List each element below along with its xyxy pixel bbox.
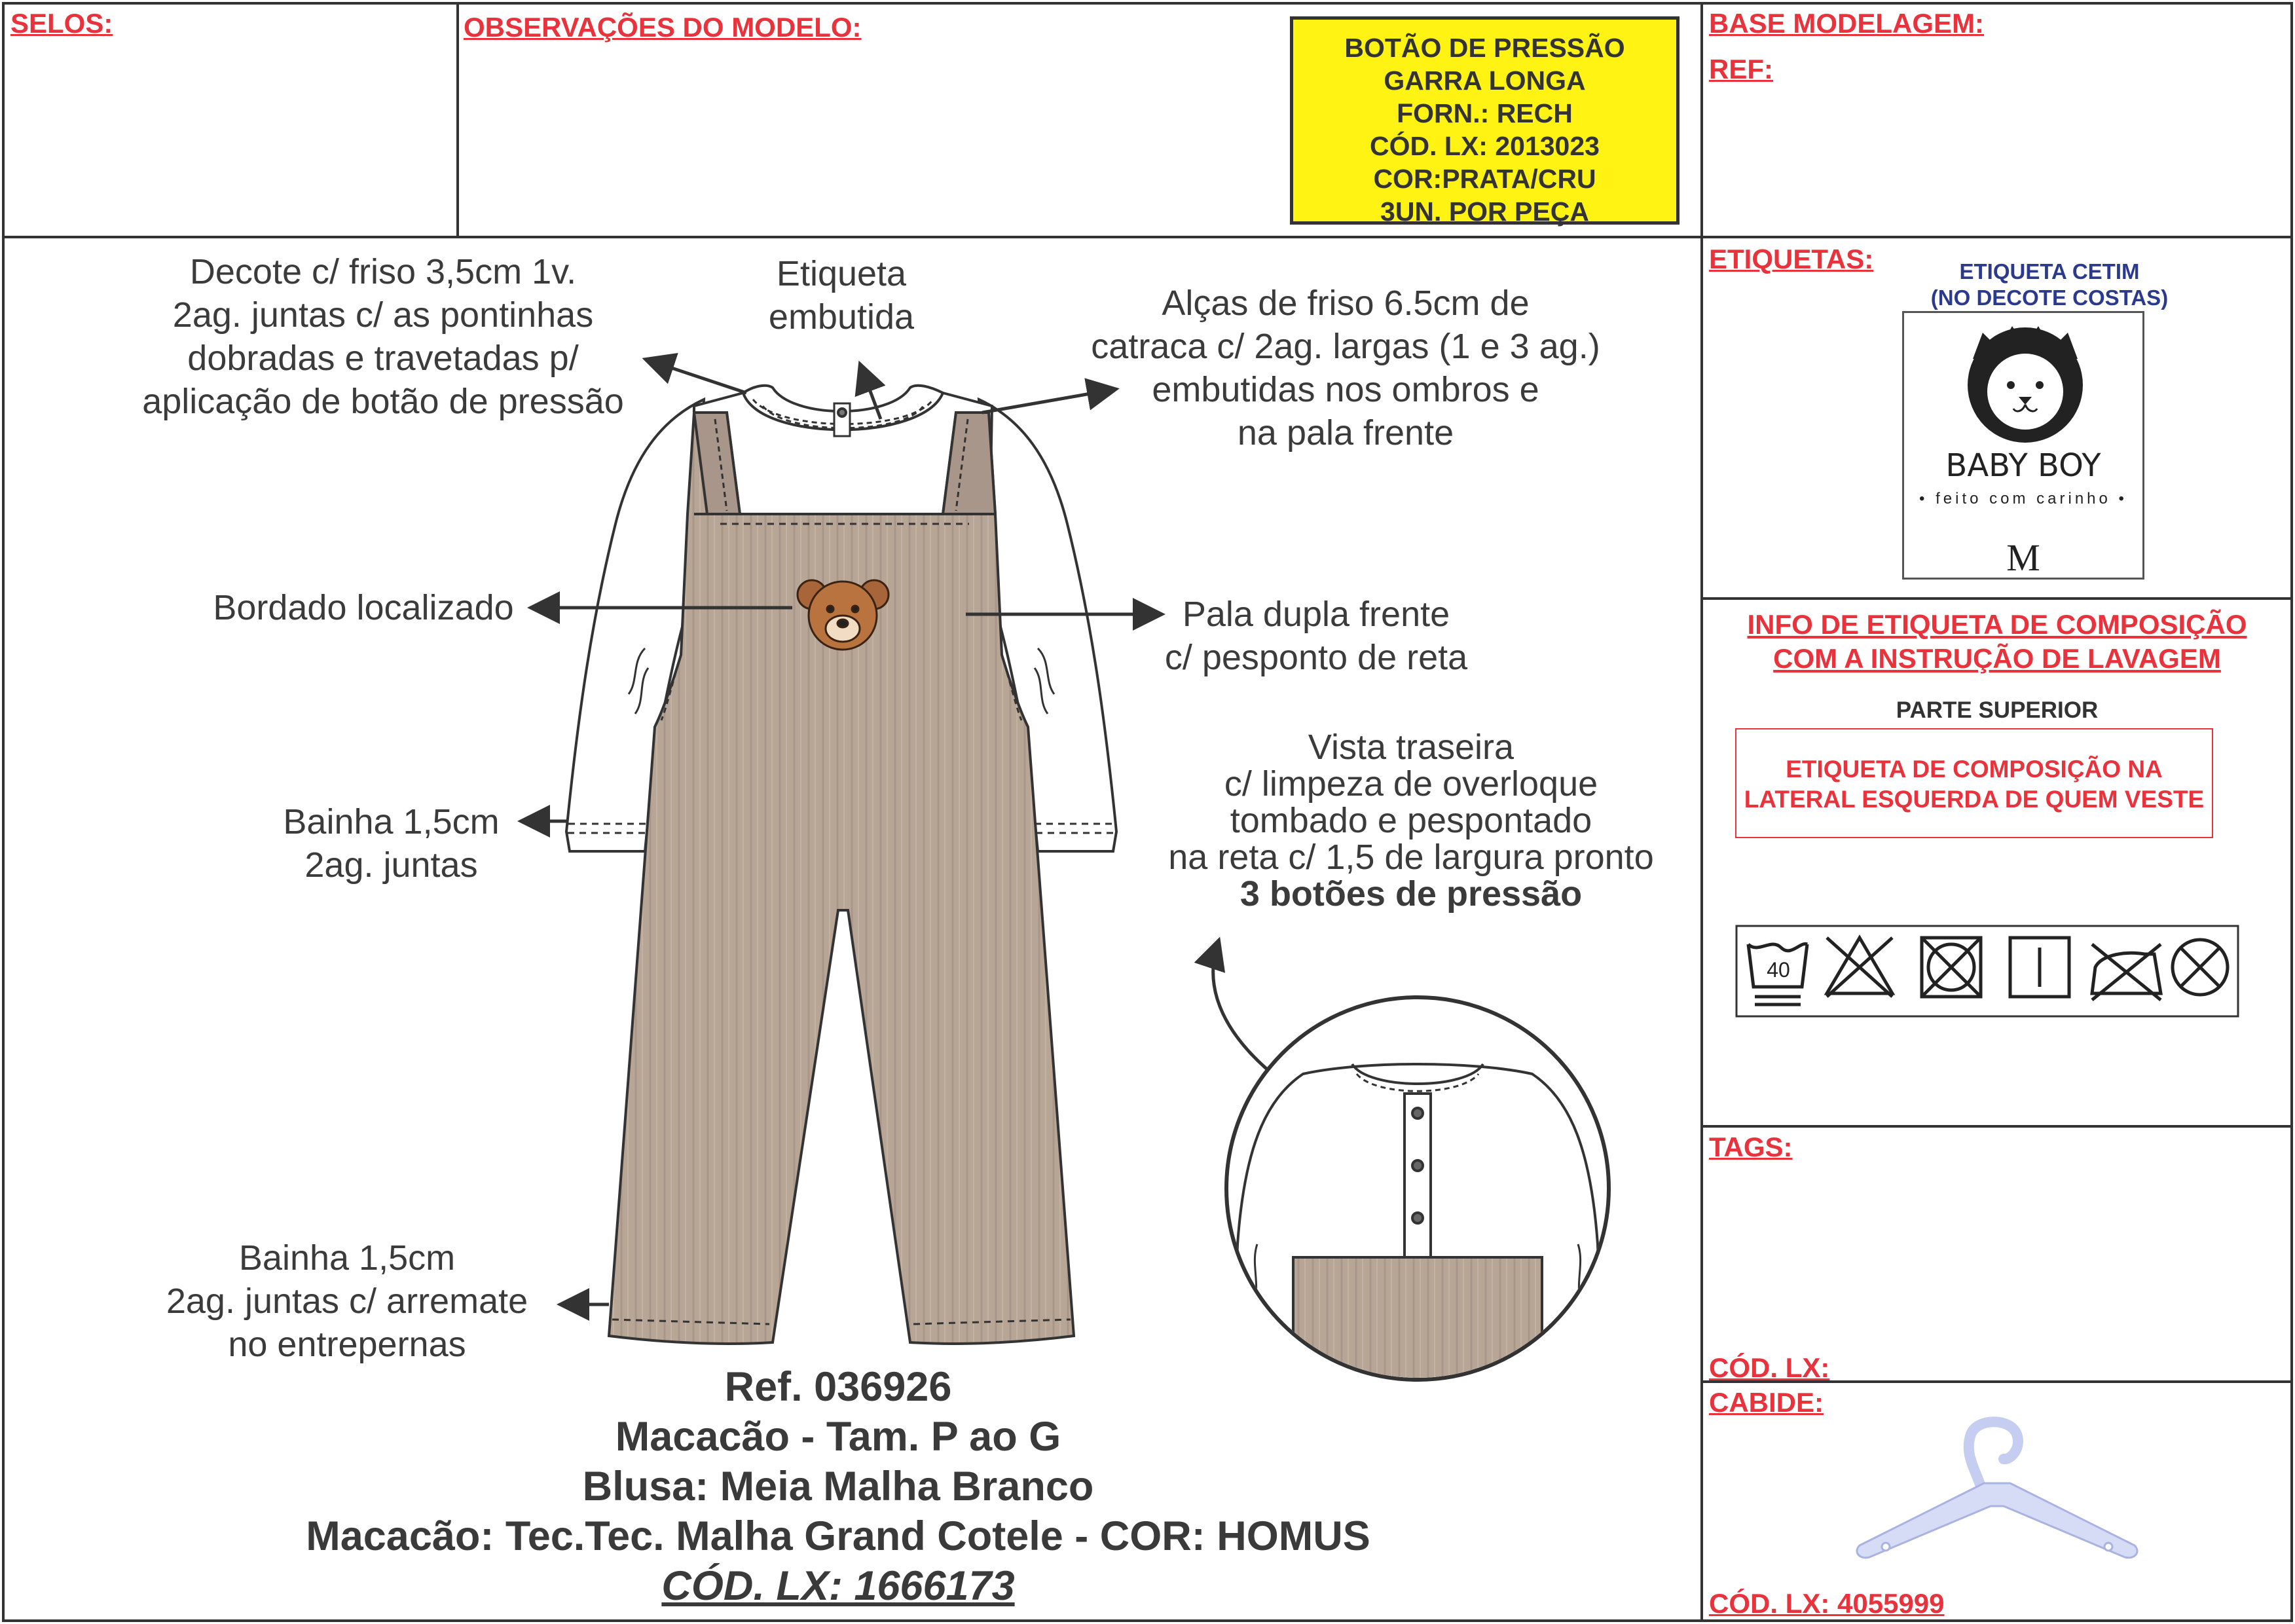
note-decote: Decote c/ friso 3,5cm 1v. 2ag. juntas c/ as pontinhas dobradas e travetadas p/ aplicação de botão de pressão — [142, 252, 624, 421]
sidebar-divider-2 — [1700, 597, 2293, 600]
sidebar-divider-3 — [1700, 1125, 2293, 1128]
hanger-icon — [1846, 1408, 2148, 1572]
lion-logo-icon — [1953, 320, 2097, 444]
button-spec-line: 3UN. POR PEÇA — [1380, 196, 1589, 227]
note-pala: Pala dupla frente c/ pesponto de reta — [1164, 595, 1468, 677]
ref-label: REF: — [1709, 54, 1773, 84]
note-vista-traseira: Vista traseira c/ limpeza de overloque tombado e pespontado na reta c/ 1,5 de largura pronto 3 botões de pressão — [1168, 728, 1654, 913]
tags-label: TAGS: — [1709, 1132, 1793, 1162]
satin-label — [1902, 311, 2144, 580]
composition-info-title: INFO DE ETIQUETA DE COMPOSIÇÃO COM A INSTRUÇÃO DE LAVAGEM — [1747, 609, 2247, 674]
product-ref: Ref. 036926 — [724, 1364, 952, 1410]
base-modelagem-label: BASE MODELAGEM: — [1709, 8, 1984, 39]
wash-temp: 40 — [1767, 958, 1790, 982]
observacoes-label: OBSERVAÇÕES DO MODELO: — [464, 12, 862, 43]
label-size: M — [2006, 536, 2040, 579]
product-name: Macacão - Tam. P ao G — [615, 1414, 1061, 1460]
tags-cod: CÓD. LX: — [1709, 1352, 1830, 1383]
wash-care-symbols — [1735, 925, 2239, 1018]
selos-label: SELOS: — [10, 8, 113, 39]
back-view-detail — [1226, 997, 1609, 1388]
product-macacao: Macacão: Tec.Tec. Malha Grand Cotele - COR: HOMUS — [306, 1513, 1370, 1559]
button-spec-line: COR:PRATA/CRU — [1373, 164, 1596, 194]
cabide-label: CABIDE: — [1709, 1387, 1824, 1418]
product-cod: CÓD. LX: 1666173 — [661, 1563, 1015, 1609]
button-spec-line: CÓD. LX: 2013023 — [1370, 131, 1600, 161]
composition-label-box: ETIQUETA DE COMPOSIÇÃO NA LATERAL ESQUERDA DE QUEM VESTE — [1735, 728, 2213, 838]
cetim-label-title: ETIQUETA CETIM (NO DECOTE COSTAS) — [1930, 259, 2169, 310]
product-info — [183, 1362, 1493, 1611]
button-spec-line: GARRA LONGA — [1384, 65, 1586, 96]
parte-superior: PARTE SUPERIOR — [1896, 697, 2099, 723]
note-bainha-manga: Bainha 1,5cm 2ag. juntas — [283, 802, 500, 885]
note-alcas: Alças de friso 6.5cm de catraca c/ 2ag. largas (1 e 3 ag.) embutidas nos ombros e na pala frente — [1091, 284, 1600, 452]
note-bainha-perna: Bainha 1,5cm 2ag. juntas c/ arremate no entrepernas — [166, 1238, 528, 1364]
note-bordado: Bordado localizado — [213, 588, 514, 627]
product-blusa: Blusa: Meia Malha Branco — [582, 1464, 1094, 1509]
sidebar-divider — [1700, 2, 1703, 1622]
button-spec-line: BOTÃO DE PRESSÃO — [1344, 33, 1625, 63]
cabide-cod: CÓD. LX: 4055999 — [1709, 1588, 1945, 1619]
button-spec-line: FORN.: RECH — [1397, 98, 1573, 128]
etiquetas-label: ETIQUETAS: — [1709, 244, 1874, 274]
sidebar-divider-1 — [1700, 236, 2293, 238]
label-brand: BABY BOY — [1945, 447, 2101, 484]
label-tagline: • feito com carinho • — [1919, 490, 2127, 507]
note-etiqueta: Etiqueta embutida — [768, 254, 915, 337]
